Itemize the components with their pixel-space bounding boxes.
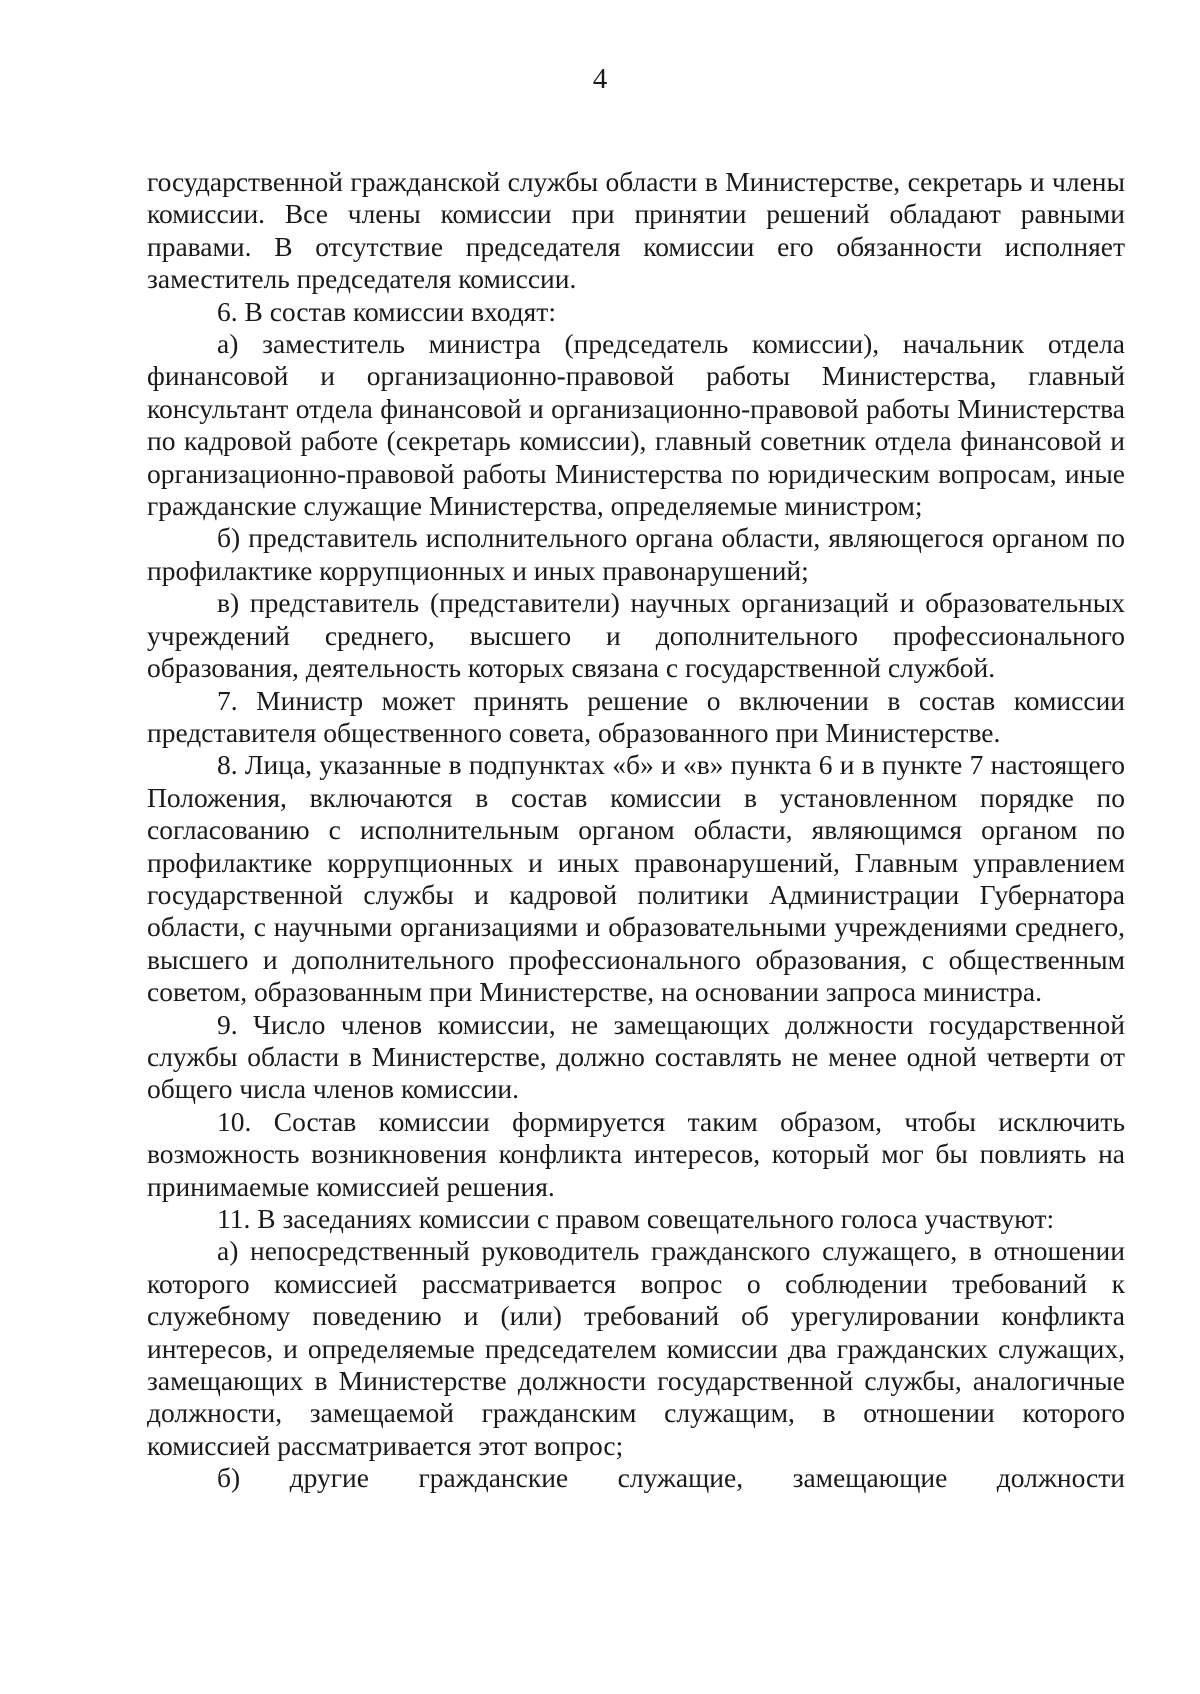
paragraph-item-9: 9. Число членов комиссии, не замещающих должности государственной службы области в Министерстве, должно составлять не менее одной четверти от общего числа членов комиссии. [147, 1008, 1125, 1105]
paragraph-item-6b: б) представитель исполнительного органа области, являющегося органом по профилактике коррупционных и иных правонарушений; [147, 522, 1125, 586]
paragraph-item-6v: в) представитель (представители) научных организаций и образовательных учреждений среднего, высшего и дополнительного профессионального образования, деятельность которых связана с государственной службой. [147, 587, 1125, 684]
paragraph-item-11a: а) непосредственный руководитель гражданского служащего, в отношении которого комиссией рассматривается вопрос о соблюдении требований к служебному поведению и (или) требований об урегулировании конфликта интересов, и определяемые председателем комиссии два гражданских служащих, замещающих в Министерстве должности государственной службы, аналогичные должности, замещаемой гражданским служащим, в отношении которого комиссией рассматривается этот вопрос; [147, 1235, 1125, 1461]
paragraph-item-6a: а) заместитель министра (председатель комиссии), начальник отдела финансовой и организационно-правовой работы Министерства, главный консультант отдела финансовой и организационно-правовой работы Министерства по кадровой работе (секретарь комиссии), главный советник отдела финансовой и организационно-правовой работы Министерства по юридическим вопросам, иные гражданские служащие Министерства, определяемые министром; [147, 328, 1125, 522]
paragraph-item-8: 8. Лица, указанные в подпунктах «б» и «в» пункта 6 и в пункте 7 настоящего Положения, включаются в состав комиссии в установленном порядке по согласованию с исполнительным органом области, являющимся органом по профилактике коррупционных и иных правонарушений, Главным управлением государственной службы и кадровой политики Администрации Губернатора области, с научными организациями и образовательными учреждениями среднего, высшего и дополнительного профессионального образования, с общественным советом, образованным при Министерстве, на основании запроса министра. [147, 749, 1125, 1008]
paragraph-item-7: 7. Министр может принять решение о включении в состав комиссии представителя общественного совета, образованного при Министерстве. [147, 684, 1125, 748]
document-body [147, 166, 1125, 1495]
paragraph-item-11: 11. В заседаниях комиссии с правом совещательного голоса участвуют: [217, 1203, 1055, 1234]
paragraph-item-6: 6. В состав комиссии входят: [217, 295, 556, 327]
paragraph-continuation: государственной гражданской службы области в Министерстве, секретарь и члены комиссии. Все члены комиссии при принятии решений обладают равными правами. В отсутствие председателя комиссии его обязанности исполняет заместитель председателя комиссии. [147, 166, 1125, 295]
page-number: 4 [592, 63, 608, 95]
paragraph-item-10: 10. Состав комиссии формируется таким образом, чтобы исключить возможность возникновения конфликта интересов, который мог бы повлиять на принимаемые комиссией решения. [147, 1105, 1125, 1202]
paragraph-item-11b: б) другие гражданские служащие, замещающие должности [217, 1462, 1125, 1494]
